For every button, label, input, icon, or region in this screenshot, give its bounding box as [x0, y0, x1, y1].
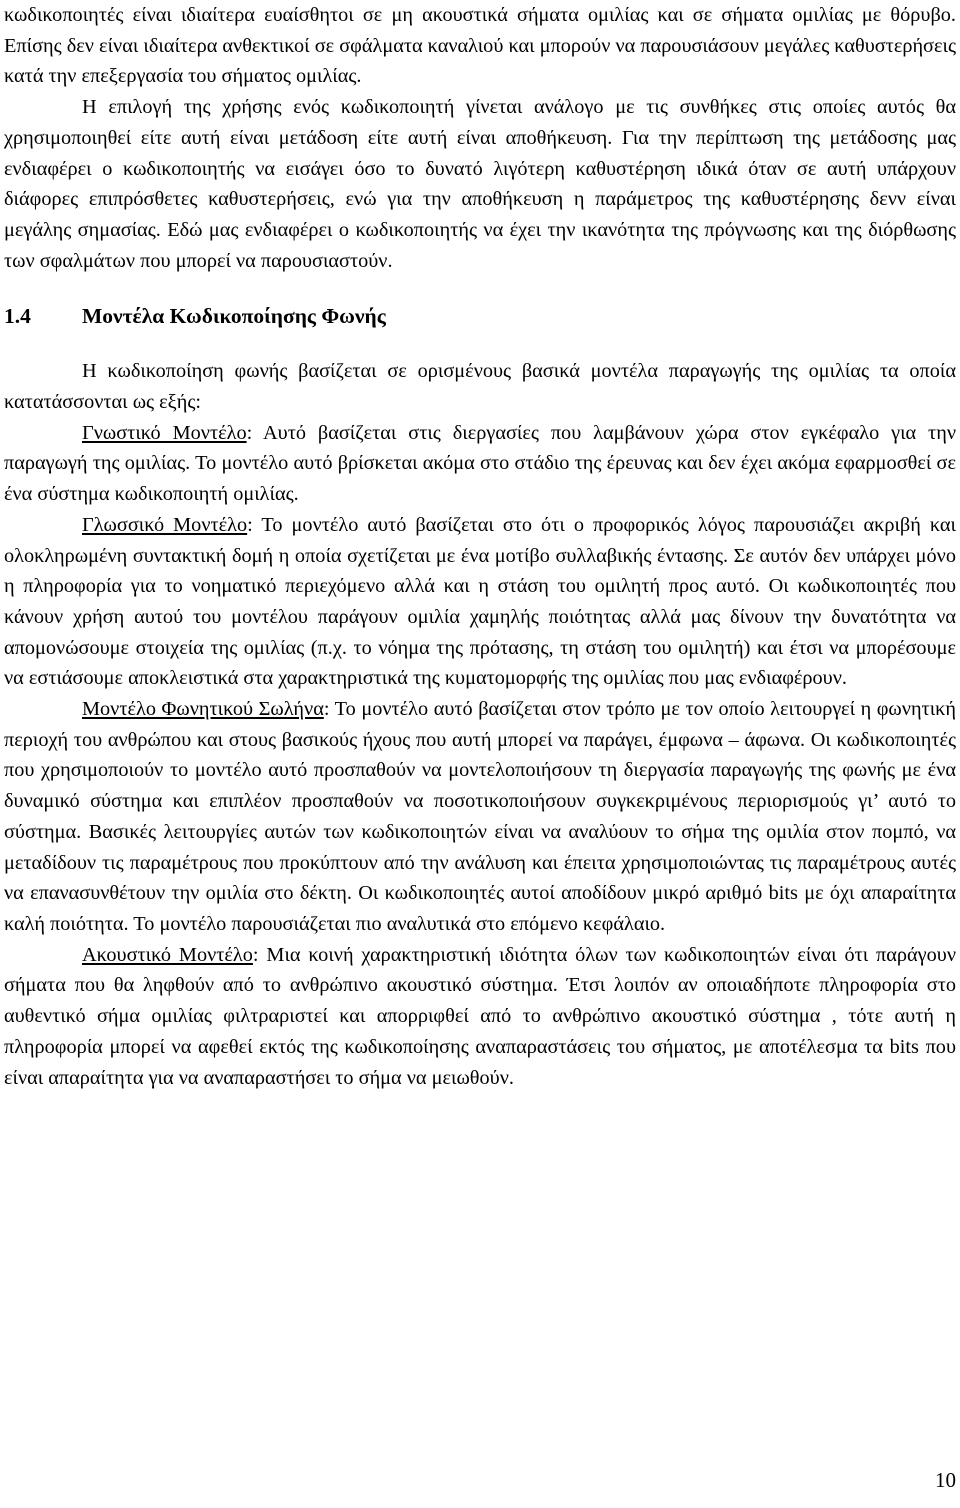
paragraph-cognitive-model	[4, 418, 956, 510]
text-linguistic-model: : Το μοντέλο αυτό βασίζεται στο ότι ο προφορικός λόγος παρουσιάζει ακριβή και ολοκληρωμένη συντακτική δομή η οποία σχετίζεται με ένα μοτίβο συλλαβικής έντασης. Σε αυτόν δεν υπάρχει μόνο η πληροφορία για το νοηματικό περιεχόμενο αλλά και η στάση του ομιλητή προς αυτό. Οι κωδικοποιητές που κάνουν χρήση αυτού του μοντέλου παράγουν ομιλία χαμηλής ποιότητας αλλά μας δίνουν την δυνατότητα να απομονώσουμε στοιχεία της ομιλίας (π.χ. το νόημα της πρότασης, τη στάση του ομιλητή) και έτσι να μπορέσουμε να εστιάσουμε αποκλειστικά στα χαρακτηριστικά της κυματομορφής της ομιλίας που μας ενδιαφέρουν.	[4, 513, 956, 690]
term-linguistic-model: Γλωσσικό Μοντέλο	[82, 513, 248, 536]
term-vocal-tract-model: Μοντέλο Φωνητικού Σωλήνα	[82, 698, 324, 721]
paragraph-coder-choice: Η επιλογή της χρήσης ενός κωδικοποιητή γίνεται ανάλογο με τις συνθήκες στις οποίες αυτός θα χρησιμοποιηθεί είτε αυτή είναι μετάδοση είτε αυτή είναι αποθήκευση. Για την περίπτωση της μετάδοσης μας ενδιαφέρει ο κωδικοποιητής να εισάγει όσο το δυνατό λιγότερη καθυστέρηση ιδικά όταν σε αυτή υπάρχουν διάφορες επιπρόσθετες καθυστερήσεις, ενώ για την αποθήκευση η παράμετρος της καθυστέρησης δενν είναι μεγάλης σημασίας. Εδώ μας ενδιαφέρει ο κωδικοποιητής να έχει την ικανότητα της πρόγνωσης και της διόρθωσης των σφαλμάτων που μπορεί να παρουσιαστούν.	[4, 96, 956, 272]
section-heading	[4, 301, 956, 331]
text-vocal-tract-model: : Το μοντέλο αυτό βασίζεται στον τρόπο με τον οποίο λειτουργεί η φωνητική περιοχή του ανθρώπου και στους βασικούς ήχους που αυτή μπορεί να παράγει, έμφωνα – άφωνα. Οι κωδικοποιητές που χρησιμοποιούν το μοντέλο αυτό προσπαθούν να μοντελοποιήσουν τη διεργασία παραγωγής της φωνής με ένα δυναμικό σύστημα και επιπλέον προσπαθούν να ποσοτικοποιήσουν συγκεκριμένους περιορισμούς γι’ αυτό το σύστημα. Βασικές λειτουργίες αυτών των κωδικοποιητών είναι να αναλύουν το σήμα της ομιλία στον πομπό, να μεταδίδουν τις παραμέτρους που προκύπτουν από την ανάλυση και έπειτα χρησιμοποιώντας τις παραμέτρους αυτές να επανασυνθέτουν την ομιλία στο δέκτη. Οι κωδικοποιητές αυτοί αποδίδουν μικρό αριθμό bits με όχι απαραίτητα καλή ποιότητα. Το μοντέλο παρουσιάζεται πιο αναλυτικά στο επόμενο κεφάλαιο.	[4, 698, 956, 935]
text-acoustic-model: : Μια κοινή χαρακτηριστική ιδιότητα όλων των κωδικοποιητών είναι ότι παράγουν σήματα που θα ληφθούν από το ανθρώπινο ακουστικό σύστημα. Έτσι λοιπόν αν οποιαδήποτε πληροφορία στο αυθεντικό σήμα ομιλίας φιλτραριστεί και απορριφθεί από το ανθρώπινο ακουστικό σύστημα , τότε αυτή η πληροφορία μπορεί να αφεθεί εκτός της κωδικοποίησης αναπαραστάσεις του σήματος, με αποτέλεσμα τα bits που είναι απαραίτητα για να αναπαραστήσει το σήμα να μειωθούν.	[4, 943, 956, 1089]
paragraph-continuation: κωδικοποιητές είναι ιδιαίτερα ευαίσθητοι σε μη ακουστικά σήματα ομιλίας και σε σήματα ομιλίας με θόρυβο. Επίσης δεν είναι ιδιαίτερα ανθεκτικοί σε σφάλματα καναλιού και μπορούν να παρουσιάσουν μεγάλες καθυστερήσεις κατά την επεξεργασία του σήματος ομιλίας.	[4, 4, 956, 88]
document-page	[4, 0, 956, 1093]
paragraph-linguistic-model	[4, 510, 956, 694]
paragraph-vocal-tract-model	[4, 694, 956, 940]
paragraph-intro: Η κωδικοποίηση φωνής βασίζεται σε ορισμένους βασικά μοντέλα παραγωγής της ομιλίας τα οποία κατατάσσονται ως εξής:	[4, 360, 956, 414]
page-number: 10	[935, 1468, 956, 1492]
paragraph-acoustic-model	[4, 940, 956, 1094]
term-cognitive-model: Γνωστικό Μοντέλο	[82, 421, 247, 444]
section-number: 1.4	[4, 304, 31, 329]
section-title: Μοντέλα Κωδικοποίησης Φωνής	[82, 304, 386, 329]
term-acoustic-model: Ακουστικό Μοντέλο	[82, 943, 253, 966]
text-cognitive-model: : Αυτό βασίζεται στις διεργασίες που λαμβάνουν χώρα στον εγκέφαλο για την παραγωγή της ομιλίας. Το μοντέλο αυτό βρίσκεται ακόμα στο στάδιο της έρευνας και δεν έχει ακόμα εφαρμοσθεί σε ένα σύστημα κωδικοποιητή ομιλίας.	[4, 421, 956, 506]
